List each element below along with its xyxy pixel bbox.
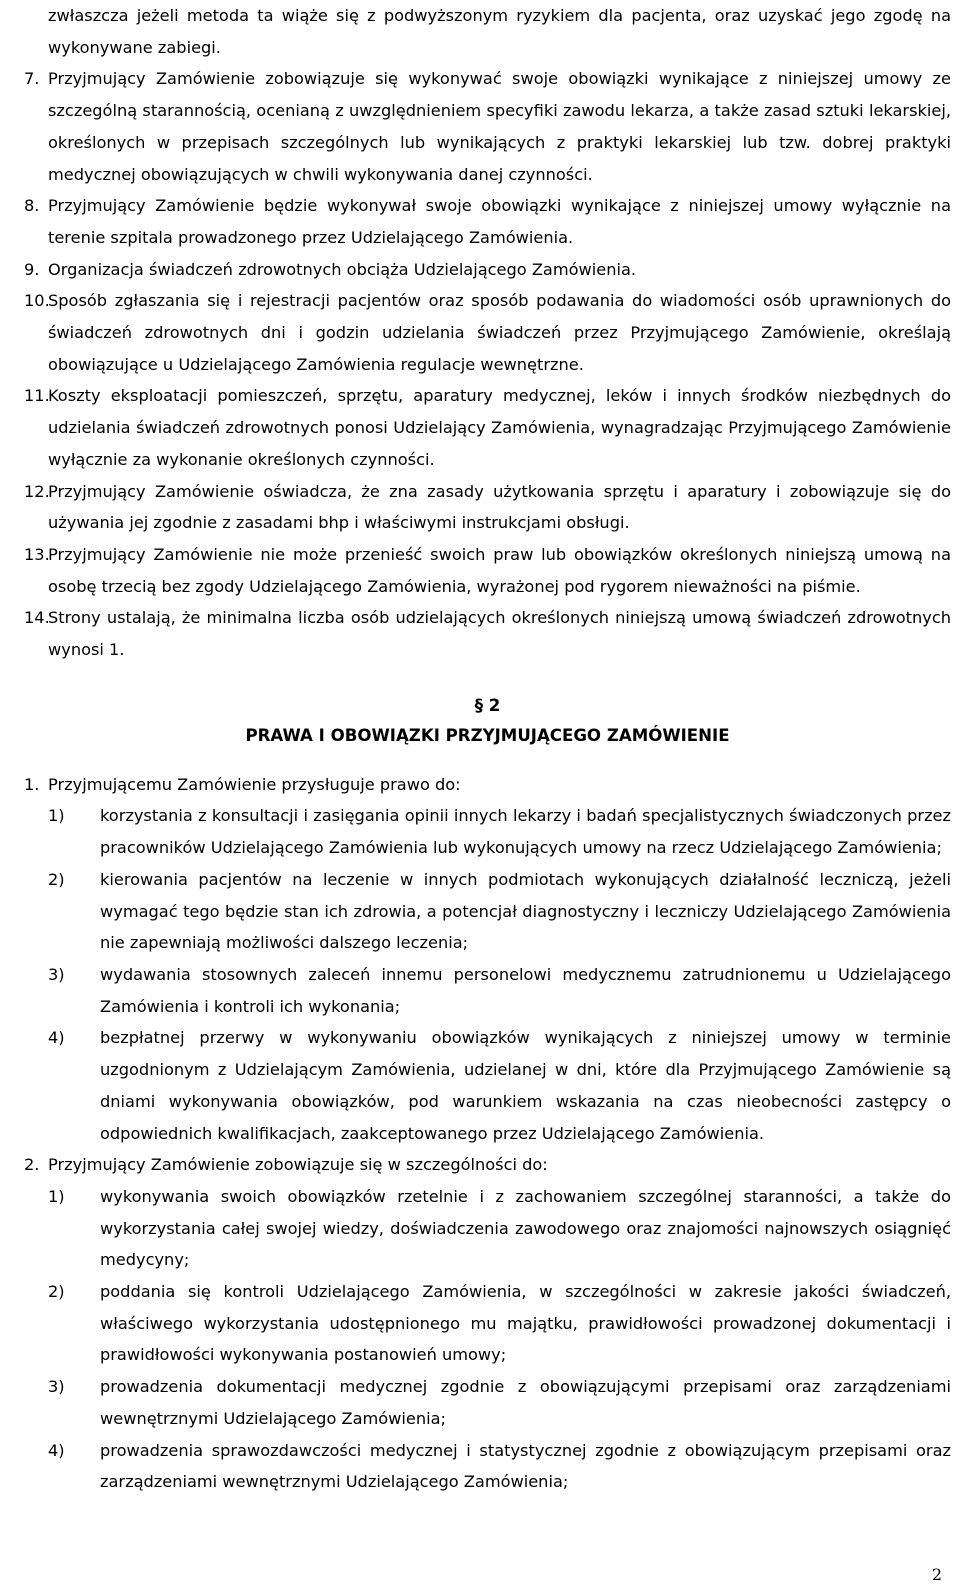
item-number: 10. [24, 291, 50, 311]
item-number: 9. [24, 259, 40, 279]
sub-item-number: 2) [48, 1282, 65, 1302]
item-number: 13. [24, 544, 50, 564]
sub-list-item [24, 1181, 951, 1276]
sub-list-item [24, 1276, 951, 1371]
sub-item-number: 2) [48, 869, 65, 889]
list-item [24, 254, 951, 286]
item-number: 14. [24, 608, 50, 628]
item-text: Przyjmującemu Zamówienie przysługuje prawo do: [48, 774, 461, 794]
sub-item-text: prowadzenia sprawozdawczości medycznej i statystycznej zgodnie z obowiązującym przepisami oraz zarządzeniami wewnętrznymi Udzielającego Zamówienia; [100, 1440, 951, 1492]
section-title: PRAWA I OBOWIĄZKI PRZYJMUJĄCEGO ZAMÓWIENIE [245, 725, 730, 745]
item-text: Strony ustalają, że minimalna liczba osób udzielających określonych niniejszą umową świadczeń zdrowotnych wynosi 1. [48, 608, 951, 660]
item-number: 1. [24, 774, 40, 794]
item-text: Koszty eksploatacji pomieszczeń, sprzętu, aparatury medycznej, leków i innych środków niezbędnych do udzielania świadczeń zdrowotnych ponosi Udzielający Zamówienia, wynagradzając Przyjmującego Zamówienie wyłącznie za wykonanie określonych czynności. [48, 386, 951, 469]
list-item [24, 769, 951, 801]
item-text: Przyjmujący Zamówienie zobowiązuje się wykonywać swoje obowiązki wynikające z niniejszej umowy ze szczególną starannością, ocenianą z uwzględnieniem specyfiki zawodu lekarza, a także zasad sztuki lekarskiej, określonych w przepisach szczególnych lub wynikających z praktyki lekarskiej lub tzw. dobrej praktyki medycznej obowiązujących w chwili wykonywania danej czynności. [48, 69, 951, 184]
sub-item-text: wykonywania swoich obowiązków rzetelnie i z zachowaniem szczególnej staranności, a także do wykorzystania całej swojej wiedzy, doświadczenia zawodowego oraz znajomości najnowszych osiągnięć medycyny; [100, 1186, 951, 1270]
list-item [24, 539, 951, 602]
list-item [24, 285, 951, 380]
list-item [24, 602, 951, 665]
list-item [24, 63, 951, 190]
page-content [24, 0, 951, 1498]
sub-item-text: wydawania stosownych zaleceń innemu personelowi medycznemu zatrudnionemu u Udzielającego Zamówienia i kontroli ich wykonania; [100, 964, 951, 1016]
sub-item-number: 4) [48, 1028, 65, 1048]
list-item [24, 190, 951, 253]
sub-item-number: 3) [48, 1377, 65, 1397]
list-item [24, 380, 951, 475]
item-number: 7. [24, 69, 40, 89]
sub-list-item [24, 1371, 951, 1434]
sub-item-number: 1) [48, 806, 65, 826]
sub-list-item [24, 800, 951, 863]
sub-item-number: 3) [48, 964, 65, 984]
sub-list-item [24, 864, 951, 959]
list-item [24, 476, 951, 539]
item-number: 8. [24, 196, 40, 216]
sub-list-item [24, 1435, 951, 1498]
item-text: Przyjmujący Zamówienie zobowiązuje się w szczególności do: [48, 1155, 548, 1175]
sub-item-number: 1) [48, 1186, 65, 1206]
numbered-list-section [24, 769, 951, 1498]
sub-item-number: 4) [48, 1440, 65, 1460]
page-number: 2 [931, 1565, 942, 1584]
sub-item-text: poddania się kontroli Udzielającego Zamówienia, w szczególności w zakresie jakości świadczeń, właściwego wykorzystania udostępnionego mu majątku, prawidłowości prowadzonej dokumentacji i prawidłowości wykonywania postanowień umowy; [100, 1282, 951, 1365]
continuation-paragraph: zwłaszcza jeżeli metoda ta wiąże się z podwyższonym ryzykiem dla pacjenta, oraz uzyskać jego zgodę na wykonywane zabiegi. [48, 6, 951, 57]
sub-list-item [24, 959, 951, 1022]
item-text: Organizacja świadczeń zdrowotnych obciąża Udzielającego Zamówienia. [48, 259, 637, 279]
item-number: 12. [24, 481, 50, 501]
sub-item-text: bezpłatnej przerwy w wykonywaniu obowiązków wynikających z niniejszej umowy w terminie uzgodnionym z Udzielającym Zamówienia, udzielanej w dni, które dla Przyjmującego Zamówienie są dniami wykonywania obowiązków, pod warunkiem wskazania na czas nieobecności zastępcy o odpowiednich kwalifikacjach, zaakceptowanego przez Udzielającego Zamówienia. [100, 1028, 951, 1143]
item-number: 2. [24, 1155, 40, 1175]
numbered-list-top [24, 63, 951, 665]
item-text: Sposób zgłaszania się i rejestracji pacjentów oraz sposób podawania do wiadomości osób uprawnionych do świadczeń zdrowotnych dni i godzin udzielania świadczeń przez Przyjmującego Zamówienie, określają obowiązujące u Udzielającego Zamówienia regulacje wewnętrzne. [48, 291, 951, 374]
list-item [24, 1149, 951, 1181]
item-text: Przyjmujący Zamówienie będzie wykonywał swoje obowiązki wynikające z niniejszej umowy wyłącznie na terenie szpitala prowadzonego przez Udzielającego Zamówienia. [48, 196, 951, 247]
item-number: 11. [24, 386, 50, 406]
sub-item-text: prowadzenia dokumentacji medycznej zgodnie z obowiązującymi przepisami oraz zarządzeniami wewnętrznymi Udzielającego Zamówienia; [100, 1377, 951, 1428]
item-text: Przyjmujący Zamówienie oświadcza, że zna zasady użytkowania sprzętu i aparatury i zobowiązuje się do używania jej zgodnie z zasadami bhp i właściwymi instrukcjami obsługi. [48, 481, 951, 533]
sub-item-text: kierowania pacjentów na leczenie w innych podmiotach wykonujących działalność leczniczą, jeżeli wymagać tego będzie stan ich zdrowia, a potencjał diagnostyczny i leczniczy Udzielającego Zamówienia nie zapewniają możliwości dalszego leczenia; [100, 869, 951, 953]
item-text: Przyjmujący Zamówienie nie może przenieść swoich praw lub obowiązków określonych niniejszą umową na osobę trzecią bez zgody Udzielającego Zamówienia, wyrażonej pod rygorem nieważności na piśmie. [48, 544, 951, 596]
sub-item-text: korzystania z konsultacji i zasięgania opinii innych lekarzy i badań specjalistycznych świadczonych przez pracowników Udzielającego Zamówienia lub wykonujących umowy na rzecz Udzielającego Zamówienia; [100, 806, 951, 858]
sub-list-item [24, 1022, 951, 1149]
section-sign: § 2 [474, 695, 501, 715]
